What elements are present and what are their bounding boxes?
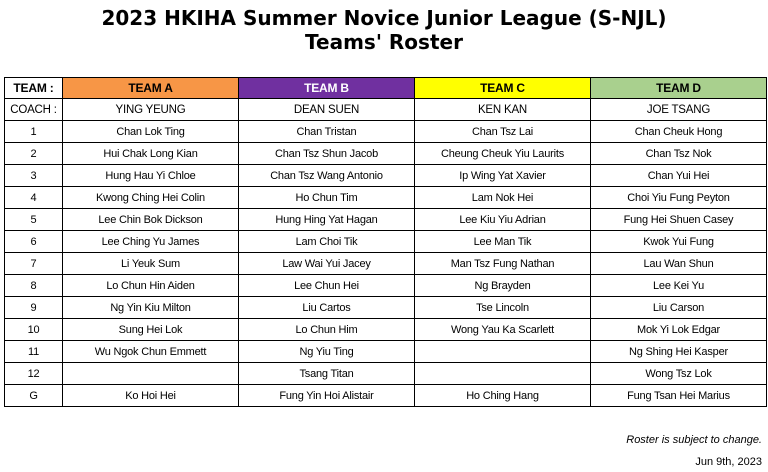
player-cell: Fung Yin Hoi Alistair [239, 385, 415, 407]
player-cell: Ng Brayden [415, 275, 591, 297]
player-cell: Liu Cartos [239, 297, 415, 319]
team-c-coach: KEN KAN [415, 99, 591, 121]
team-label: TEAM : [5, 78, 63, 99]
player-number: 5 [5, 209, 63, 231]
player-number: 6 [5, 231, 63, 253]
player-cell: Sung Hei Lok [63, 319, 239, 341]
player-number: 3 [5, 165, 63, 187]
player-number: 8 [5, 275, 63, 297]
player-cell [63, 363, 239, 385]
player-cell: Tsang Titan [239, 363, 415, 385]
player-cell: Lee Kiu Yiu Adrian [415, 209, 591, 231]
player-cell: Ng Yiu Ting [239, 341, 415, 363]
player-cell: Lee Chun Hei [239, 275, 415, 297]
player-cell: Lam Nok Hei [415, 187, 591, 209]
player-number: 12 [5, 363, 63, 385]
team-d-header: TEAM D [591, 78, 767, 99]
player-number: 4 [5, 187, 63, 209]
player-cell: Hung Hing Yat Hagan [239, 209, 415, 231]
team-b-coach: DEAN SUEN [239, 99, 415, 121]
player-cell: Man Tsz Fung Nathan [415, 253, 591, 275]
title-line-2: Teams' Roster [305, 30, 463, 54]
coach-row [5, 99, 767, 121]
player-cell: Lee Chin Bok Dickson [63, 209, 239, 231]
team-header-row [5, 78, 767, 99]
coach-label: COACH : [5, 99, 63, 121]
player-cell: Choi Yiu Fung Peyton [591, 187, 767, 209]
table-row [5, 187, 767, 209]
player-cell: Chan Cheuk Hong [591, 121, 767, 143]
player-cell: Kwong Ching Hei Colin [63, 187, 239, 209]
player-cell: Ko Hoi Hei [63, 385, 239, 407]
team-c-header: TEAM C [415, 78, 591, 99]
table-row [5, 121, 767, 143]
player-number: 1 [5, 121, 63, 143]
player-cell: Lo Chun Him [239, 319, 415, 341]
player-cell: Liu Carson [591, 297, 767, 319]
player-number: 10 [5, 319, 63, 341]
player-cell: Li Yeuk Sum [63, 253, 239, 275]
player-cell: Law Wai Yui Jacey [239, 253, 415, 275]
player-number: 9 [5, 297, 63, 319]
player-cell: Ng Shing Hei Kasper [591, 341, 767, 363]
player-cell: Chan Tristan [239, 121, 415, 143]
player-cell: Ip Wing Yat Xavier [415, 165, 591, 187]
player-cell: Wu Ngok Chun Emmett [63, 341, 239, 363]
player-cell: Fung Hei Shuen Casey [591, 209, 767, 231]
player-cell: Tse Lincoln [415, 297, 591, 319]
player-cell: Hung Hau Yi Chloe [63, 165, 239, 187]
title-line-1: 2023 HKIHA Summer Novice Junior League (S-NJL) [101, 6, 667, 30]
player-cell: Mok Yi Lok Edgar [591, 319, 767, 341]
table-row [5, 143, 767, 165]
player-cell: Lee Man Tik [415, 231, 591, 253]
player-number: 7 [5, 253, 63, 275]
player-cell [415, 363, 591, 385]
player-cell: Chan Tsz Lai [415, 121, 591, 143]
table-row [5, 341, 767, 363]
player-cell [415, 341, 591, 363]
page-title [0, 6, 768, 54]
player-cell: Cheung Cheuk Yiu Laurits [415, 143, 591, 165]
player-cell: Chan Lok Ting [63, 121, 239, 143]
player-cell: Ng Yin Kiu Milton [63, 297, 239, 319]
player-cell: Ho Chun Tim [239, 187, 415, 209]
player-number: 11 [5, 341, 63, 363]
table-row [5, 253, 767, 275]
team-d-coach: JOE TSANG [591, 99, 767, 121]
player-cell: Chan Tsz Wang Antonio [239, 165, 415, 187]
roster-date: Jun 9th, 2023 [695, 456, 762, 468]
roster-table [4, 77, 767, 407]
table-row [5, 231, 767, 253]
team-b-header: TEAM B [239, 78, 415, 99]
team-a-header: TEAM A [63, 78, 239, 99]
team-a-coach: YING YEUNG [63, 99, 239, 121]
player-cell: Wong Yau Ka Scarlett [415, 319, 591, 341]
player-cell: Fung Tsan Hei Marius [591, 385, 767, 407]
roster-change-note: Roster is subject to change. [626, 434, 762, 446]
table-row [5, 363, 767, 385]
table-row [5, 319, 767, 341]
table-row [5, 275, 767, 297]
player-cell: Lo Chun Hin Aiden [63, 275, 239, 297]
player-cell: Chan Tsz Nok [591, 143, 767, 165]
table-row [5, 209, 767, 231]
player-cell: Ho Ching Hang [415, 385, 591, 407]
table-row [5, 297, 767, 319]
player-cell: Lee Ching Yu James [63, 231, 239, 253]
player-cell: Lee Kei Yu [591, 275, 767, 297]
player-cell: Lam Choi Tik [239, 231, 415, 253]
player-number: 2 [5, 143, 63, 165]
player-number: G [5, 385, 63, 407]
table-row [5, 165, 767, 187]
player-cell: Lau Wan Shun [591, 253, 767, 275]
player-cell: Chan Tsz Shun Jacob [239, 143, 415, 165]
table-row [5, 385, 767, 407]
player-cell: Hui Chak Long Kian [63, 143, 239, 165]
player-cell: Wong Tsz Lok [591, 363, 767, 385]
player-cell: Chan Yui Hei [591, 165, 767, 187]
player-cell: Kwok Yui Fung [591, 231, 767, 253]
